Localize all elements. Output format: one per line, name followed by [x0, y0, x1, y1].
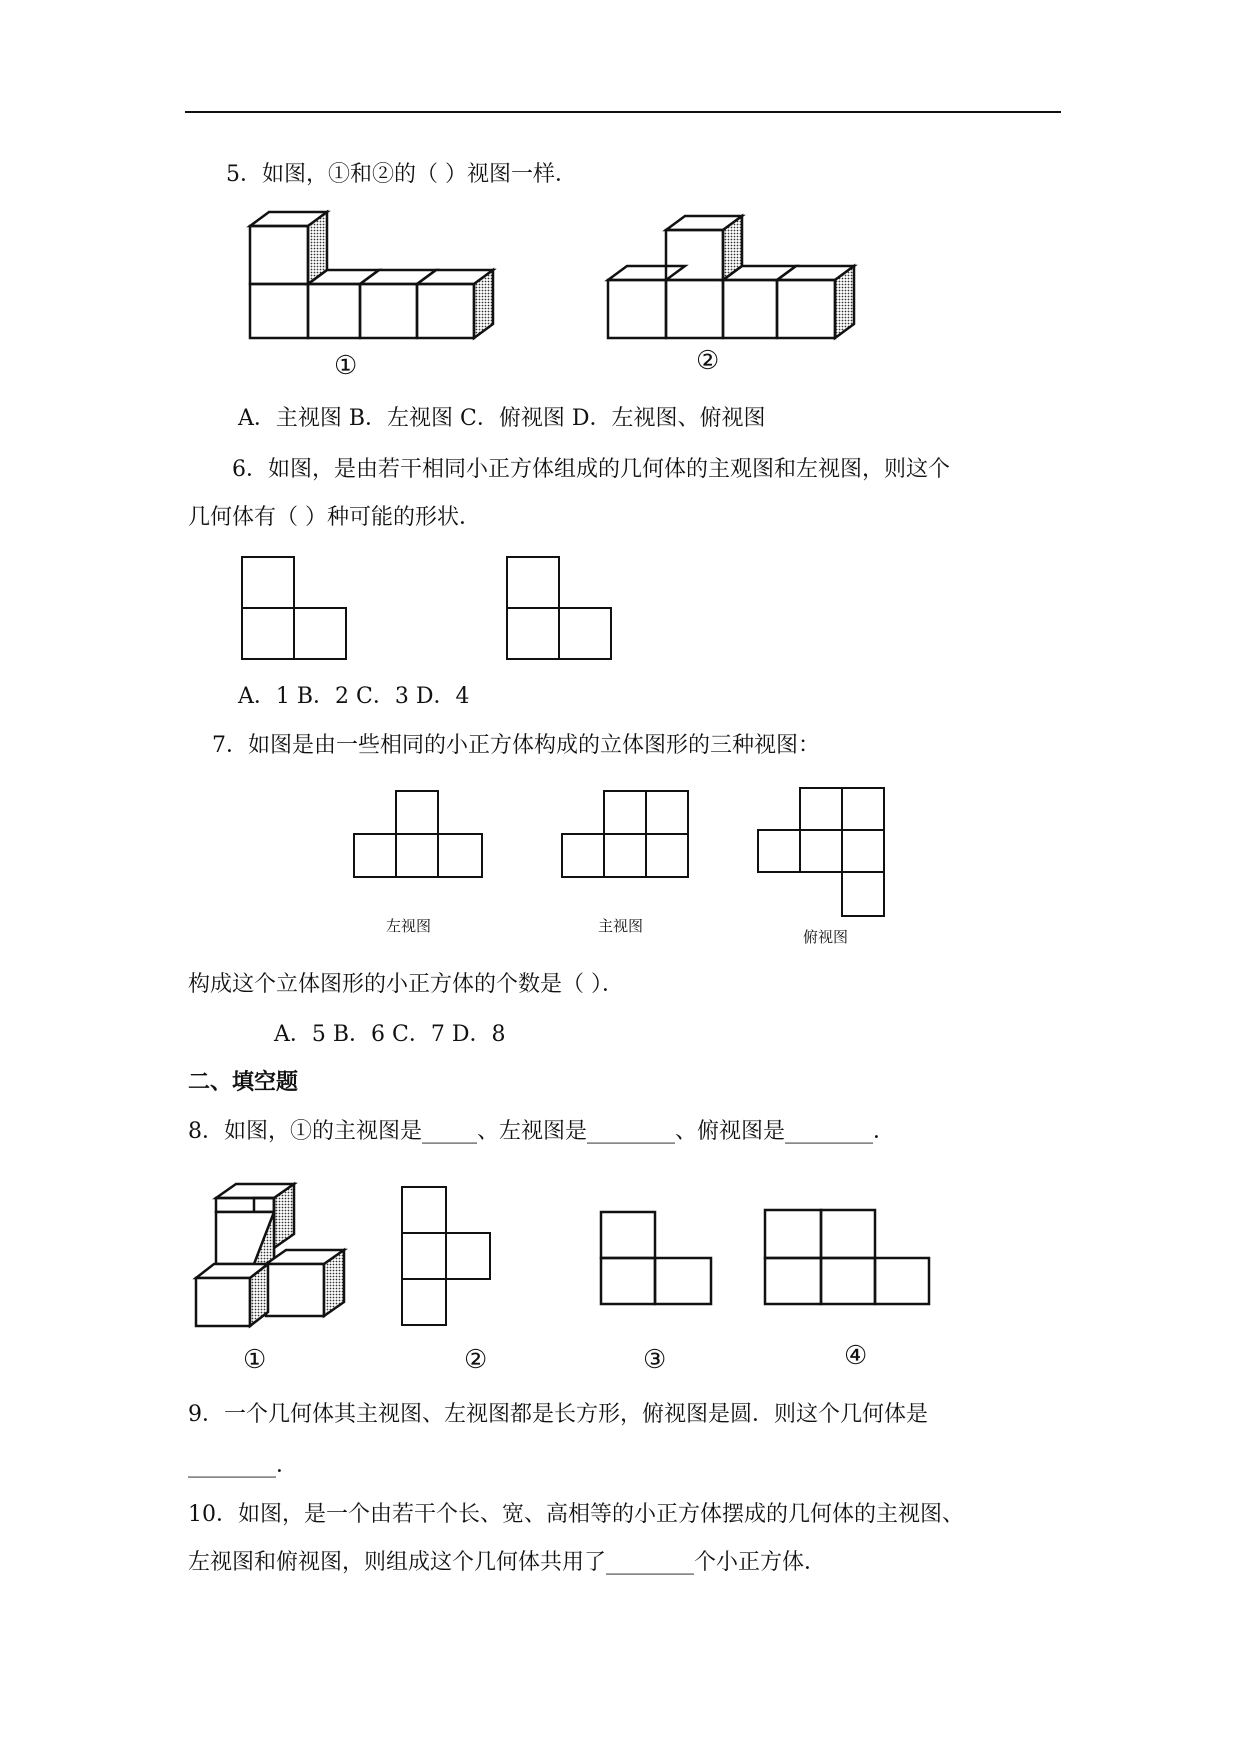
q8-figure-1: [194, 1182, 348, 1330]
q10-stem-line2: 左视图和俯视图，则组成这个几何体共用了________个小正方体．: [188, 1550, 827, 1575]
q10-stem-line1: 10．如图，是一个由若干个长、宽、高相等的小正方体摆成的几何体的主视图、: [188, 1502, 964, 1527]
q9-stem-line2: ________．: [188, 1453, 299, 1478]
q8-figure-3-label: ③: [643, 1345, 667, 1375]
q9-stem-line1: 9．一个几何体其主视图、左视图都是长方形，俯视图是圆．则这个几何体是: [188, 1402, 928, 1427]
q7-top-view: [756, 786, 890, 920]
q7-options: A．5 B．6 C．7 D．8: [274, 1022, 506, 1047]
q5-figure-2: [604, 208, 874, 338]
q8-figure-3: [599, 1210, 715, 1308]
q8-figure-4-label: ④: [844, 1341, 868, 1371]
q5-figure-1-label: ①: [334, 351, 358, 381]
q8-stem: 8．如图，①的主视图是_____、左视图是________、俯视图是________．: [188, 1119, 895, 1144]
q8-figure-4: [763, 1208, 933, 1308]
q7-stem: 7．如图是由一些相同的小正方体构成的立体图形的三种视图：: [212, 733, 820, 758]
q5-figure-2-label: ②: [696, 346, 720, 376]
q5-figure-1: [244, 208, 514, 338]
q8-figure-1-label: ①: [243, 1345, 267, 1375]
q7-question: 构成这个立体图形的小正方体的个数是（ ）．: [188, 972, 624, 997]
q5-stem: 5．如图，①和②的（ ）视图一样．: [226, 162, 577, 187]
section-heading-fill-in: 二、填空题: [188, 1070, 299, 1095]
q5-options: A．主视图 B．左视图 C．俯视图 D．左视图、俯视图: [238, 406, 766, 431]
q6-main-view: [240, 555, 350, 661]
q7-main-view: [560, 789, 694, 879]
q8-figure-2: [400, 1185, 496, 1329]
q7-left-view: [352, 789, 486, 879]
q6-stem-line2: 几何体有（ ）种可能的形状．: [188, 505, 481, 530]
q6-left-view: [505, 555, 615, 661]
q7-label-main-view: 主视图: [598, 917, 644, 935]
q6-stem-line1: 6．如图，是由若干相同小正方体组成的几何体的主观图和左视图，则这个: [232, 457, 950, 482]
q7-label-left-view: 左视图: [386, 917, 432, 935]
q6-options: A．1 B．2 C．3 D．4: [238, 684, 470, 709]
q8-figure-2-label: ②: [464, 1345, 488, 1375]
header-rule: [185, 111, 1061, 113]
q7-label-top-view: 俯视图: [803, 928, 849, 946]
